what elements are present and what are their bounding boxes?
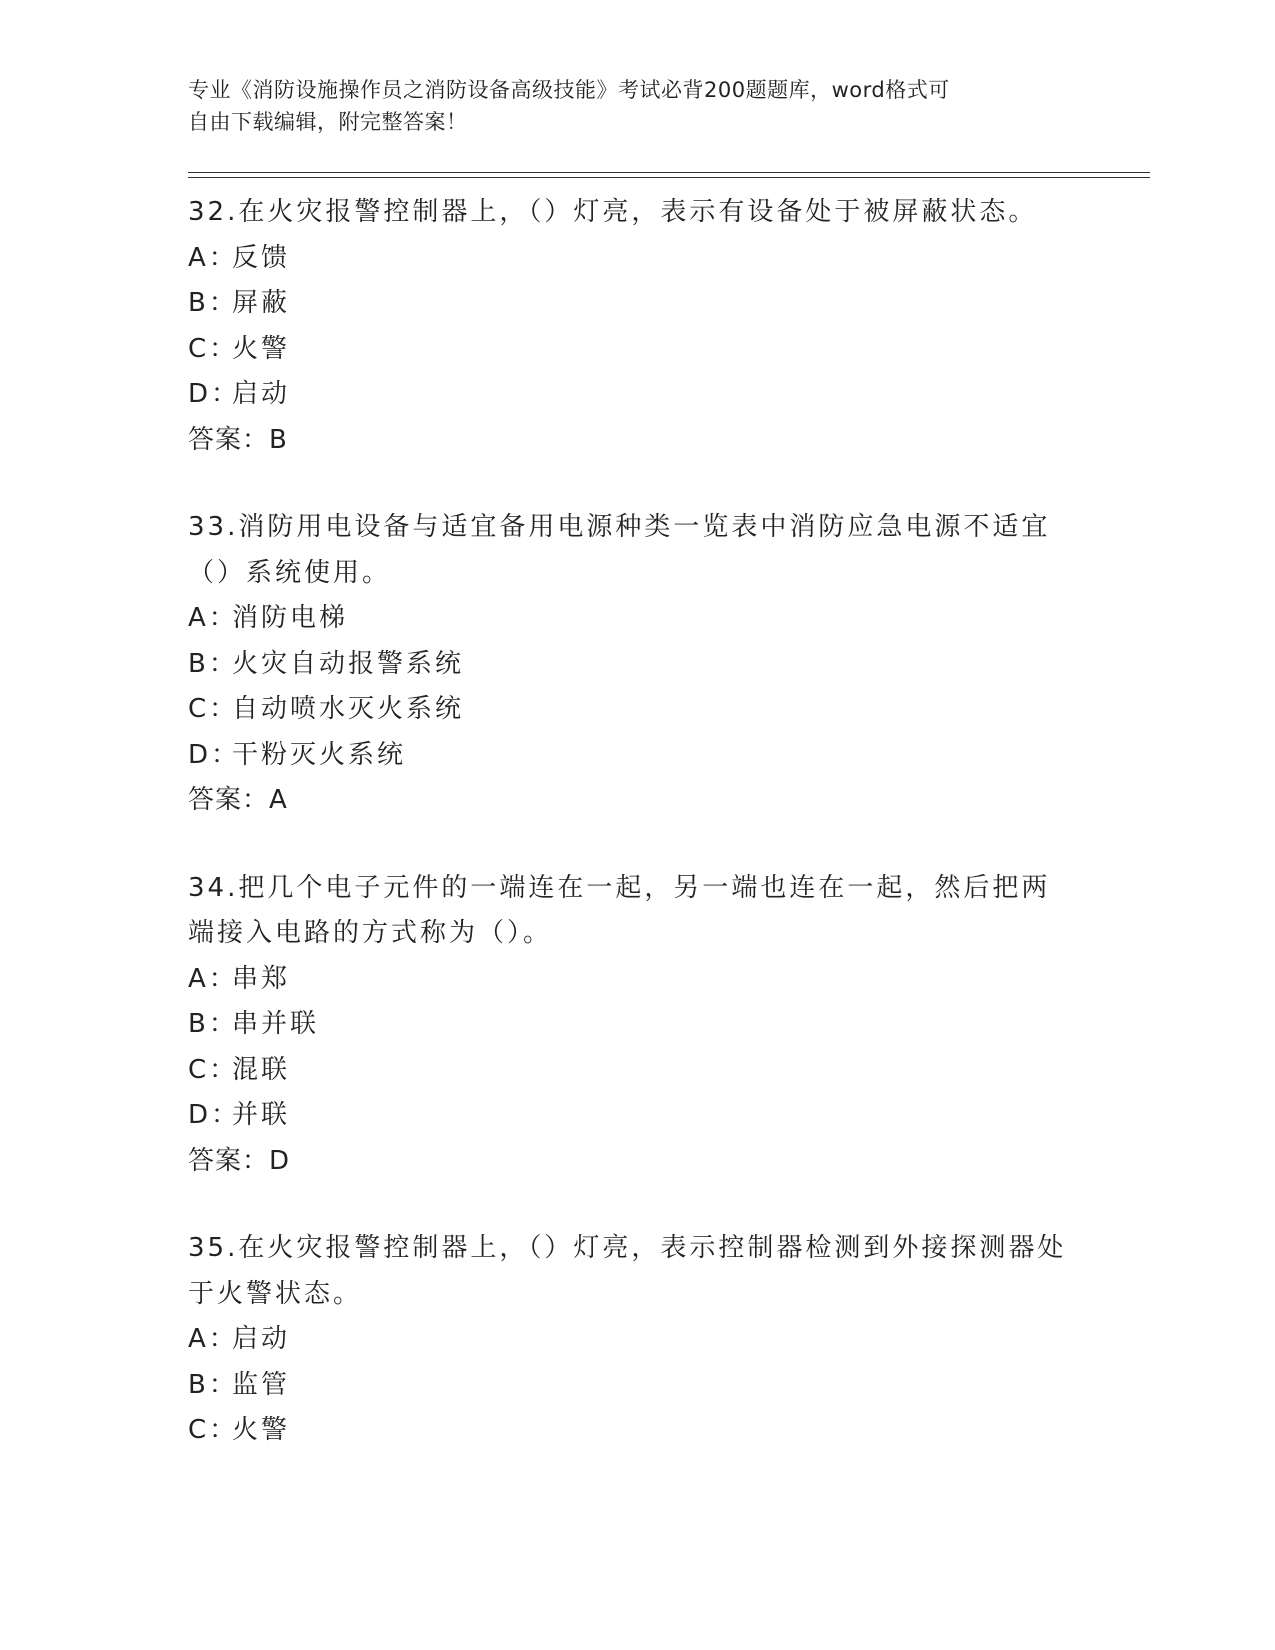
header-line-1: 专业《消防设施操作员之消防设备高级技能》考试必背200题题库，word格式可: [188, 78, 950, 102]
option-text: 自动喷水灭火系统: [232, 694, 465, 724]
answer-label: 答案：D: [188, 1145, 291, 1176]
option-c: [188, 1408, 1088, 1454]
option-key: A：: [188, 242, 238, 273]
header-rule-top: [188, 172, 1150, 173]
option-d: [188, 372, 1088, 418]
question-35: [188, 1226, 1088, 1454]
option-a: [188, 957, 1088, 1003]
option-b: [188, 281, 1088, 327]
document-header: [188, 74, 1068, 138]
option-text: 火灾自动报警系统: [232, 648, 465, 679]
option-text: 火警: [232, 1415, 291, 1445]
question-stem: 32.在火灾报警控制器上，（）灯亮，表示有设备处于被屏蔽状态。: [188, 197, 1038, 227]
option-key: B：: [188, 1009, 238, 1039]
option-a: [188, 596, 1088, 642]
option-d: [188, 733, 1088, 779]
option-c: [188, 1048, 1088, 1094]
option-key: C：: [188, 1415, 239, 1445]
question-32: [188, 190, 1088, 463]
answer-label: 答案：B: [188, 424, 288, 455]
option-b: [188, 1002, 1088, 1048]
option-text: 监管: [232, 1369, 291, 1400]
question-34: [188, 866, 1088, 1185]
option-key: A：: [188, 963, 238, 994]
option-text: 消防电梯: [232, 603, 349, 633]
option-key: D：: [188, 379, 241, 409]
option-c: [188, 687, 1088, 733]
option-text: 干粉灭火系统: [232, 739, 407, 770]
option-text: 混联: [232, 1054, 291, 1085]
option-key: A：: [188, 1324, 238, 1354]
option-key: A：: [188, 603, 238, 633]
option-text: 屏蔽: [232, 288, 291, 318]
option-key: B：: [188, 648, 238, 679]
question-list: [188, 190, 1088, 1496]
option-d: [188, 1093, 1088, 1139]
option-key: B：: [188, 288, 238, 318]
option-text: 火警: [232, 333, 291, 364]
option-text: 串郑: [232, 963, 291, 994]
question-stem: 35.在火灾报警控制器上，（）灯亮，表示控制器检测到外接探测器处于火警状态。: [188, 1233, 1067, 1309]
header-line-2: 自由下载编辑，附完整答案！: [188, 110, 468, 134]
option-text: 启动: [232, 379, 291, 409]
answer-label: 答案：A: [188, 785, 288, 815]
option-a: [188, 1317, 1088, 1363]
option-text: 反馈: [232, 242, 291, 273]
option-key: D：: [188, 739, 241, 770]
option-b: [188, 642, 1088, 688]
option-text: 串并联: [232, 1009, 320, 1039]
option-a: [188, 236, 1088, 282]
option-c: [188, 327, 1088, 373]
option-key: B：: [188, 1369, 238, 1400]
question-stem: 34.把几个电子元件的一端连在一起，另一端也连在一起，然后把两端接入电路的方式称为（）。: [188, 872, 1051, 948]
header-rule-bottom: [188, 177, 1150, 178]
option-key: D：: [188, 1100, 241, 1130]
option-key: C：: [188, 694, 239, 724]
option-text: 并联: [232, 1100, 291, 1130]
option-b: [188, 1363, 1088, 1409]
question-stem: 33.消防用电设备与适宜备用电源种类一览表中消防应急电源不适宜（）系统使用。: [188, 512, 1051, 588]
question-33: [188, 505, 1088, 824]
option-text: 启动: [232, 1324, 291, 1354]
option-key: C：: [188, 1054, 239, 1085]
option-key: C：: [188, 333, 239, 364]
